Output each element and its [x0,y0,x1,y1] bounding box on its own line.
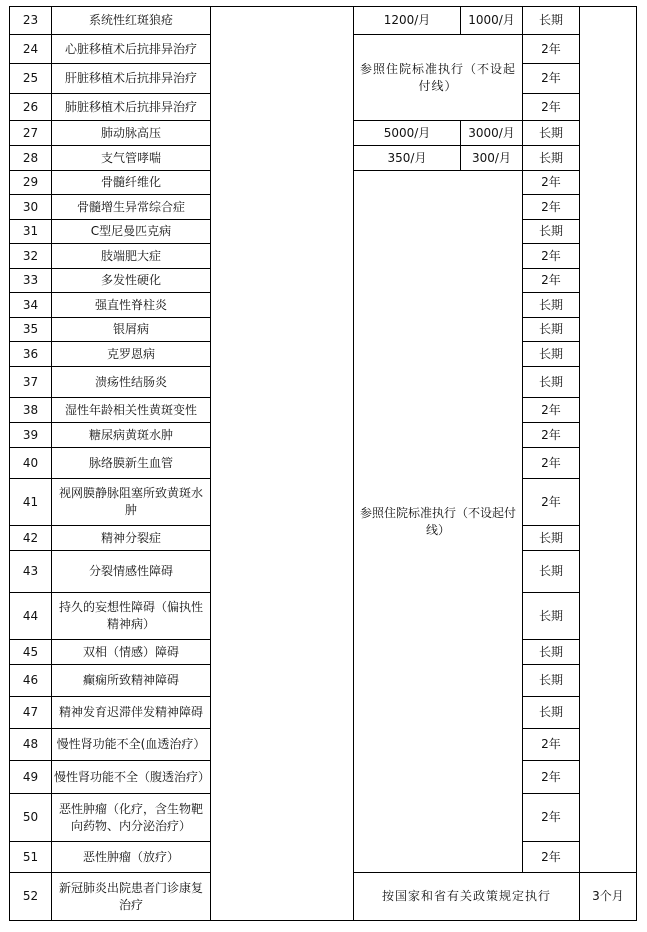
disease-name: 癫痫所致精神障碍 [52,665,211,697]
period: 3个月 [580,873,637,921]
row-number: 37 [10,367,52,398]
period: 长期 [523,146,580,171]
period: 长期 [523,593,580,640]
row-number: 30 [10,195,52,220]
disease-name: 湿性年龄相关性黄斑变性 [52,398,211,423]
period: 长期 [523,342,580,367]
row-number: 42 [10,526,52,551]
disease-name: 视网膜静脉阻塞所致黄斑水肿 [52,479,211,526]
period: 长期 [523,318,580,342]
disease-name: 慢性肾功能不全(血透治疗） [52,729,211,761]
period: 长期 [523,367,580,398]
covid-policy-note: 按国家和省有关政策规定执行 [354,873,580,921]
row-number: 26 [10,94,52,121]
disease-name: 精神发育迟滞伴发精神障碍 [52,697,211,729]
disease-name: 系统性红斑狼疮 [52,7,211,35]
row-number: 28 [10,146,52,171]
period: 2年 [523,794,580,842]
disease-name: 糖尿病黄斑水肿 [52,423,211,448]
extra-column [580,7,637,873]
row-number: 29 [10,171,52,195]
row-number: 51 [10,842,52,873]
disease-name: 溃疡性结肠炎 [52,367,211,398]
period: 2年 [523,35,580,64]
disease-name: 强直性脊柱炎 [52,293,211,318]
amount-a: 5000/月 [354,121,461,146]
disease-table [9,6,637,921]
disease-name: C型尼曼匹克病 [52,220,211,244]
period: 2年 [523,479,580,526]
row-number: 45 [10,640,52,665]
row-number: 31 [10,220,52,244]
amount-a: 350/月 [354,146,461,171]
disease-name: 肺动脉高压 [52,121,211,146]
period: 长期 [523,697,580,729]
table-row [10,7,637,35]
transplant-note: 参照住院标准执行（不设起付线） [354,35,523,121]
period: 长期 [523,293,580,318]
row-number: 46 [10,665,52,697]
period: 长期 [523,7,580,35]
row-number: 23 [10,7,52,35]
period: 长期 [523,526,580,551]
row-number: 36 [10,342,52,367]
disease-name: 新冠肺炎出院患者门诊康复治疗 [52,873,211,921]
period: 2年 [523,842,580,873]
row-number: 50 [10,794,52,842]
disease-name: 多发性硬化 [52,269,211,293]
disease-name: 肝脏移植术后抗排异治疗 [52,64,211,94]
disease-name: 骨髓纤维化 [52,171,211,195]
row-number: 39 [10,423,52,448]
row-number: 40 [10,448,52,479]
period: 2年 [523,64,580,94]
period: 2年 [523,398,580,423]
disease-name: 肺脏移植术后抗排异治疗 [52,94,211,121]
period: 长期 [523,551,580,593]
disease-name: 心脏移植术后抗排异治疗 [52,35,211,64]
period: 长期 [523,121,580,146]
row-number: 34 [10,293,52,318]
disease-name: 肢端肥大症 [52,244,211,269]
period: 2年 [523,195,580,220]
row-number: 33 [10,269,52,293]
amount-b: 300/月 [461,146,523,171]
period: 2年 [523,423,580,448]
row-number: 49 [10,761,52,794]
disease-name: 恶性肿瘤（放疗） [52,842,211,873]
period: 2年 [523,244,580,269]
row-number: 52 [10,873,52,921]
period: 2年 [523,94,580,121]
period: 长期 [523,220,580,244]
disease-name: 克罗恩病 [52,342,211,367]
disease-name: 分裂情感性障碍 [52,551,211,593]
row-number: 47 [10,697,52,729]
row-number: 32 [10,244,52,269]
amount-b: 3000/月 [461,121,523,146]
blank-column [211,7,354,921]
period: 2年 [523,448,580,479]
amount-a: 1200/月 [354,7,461,35]
period: 2年 [523,729,580,761]
inpatient-standard-note: 参照住院标准执行（不设起付线） [354,171,523,873]
row-number: 27 [10,121,52,146]
row-number: 24 [10,35,52,64]
row-number: 48 [10,729,52,761]
disease-name: 脉络膜新生血管 [52,448,211,479]
period: 长期 [523,640,580,665]
disease-name: 骨髓增生异常综合症 [52,195,211,220]
disease-name: 持久的妄想性障碍（偏执性精神病） [52,593,211,640]
row-number: 44 [10,593,52,640]
period: 2年 [523,761,580,794]
period: 2年 [523,171,580,195]
row-number: 25 [10,64,52,94]
disease-name: 银屑病 [52,318,211,342]
row-number: 41 [10,479,52,526]
disease-name: 支气管哮喘 [52,146,211,171]
disease-name: 精神分裂症 [52,526,211,551]
period: 2年 [523,269,580,293]
row-number: 38 [10,398,52,423]
period: 长期 [523,665,580,697]
disease-name: 双相（情感）障碍 [52,640,211,665]
amount-b: 1000/月 [461,7,523,35]
row-number: 43 [10,551,52,593]
disease-name: 恶性肿瘤（化疗，含生物靶向药物、内分泌治疗） [52,794,211,842]
row-number: 35 [10,318,52,342]
disease-name: 慢性肾功能不全（腹透治疗） [52,761,211,794]
